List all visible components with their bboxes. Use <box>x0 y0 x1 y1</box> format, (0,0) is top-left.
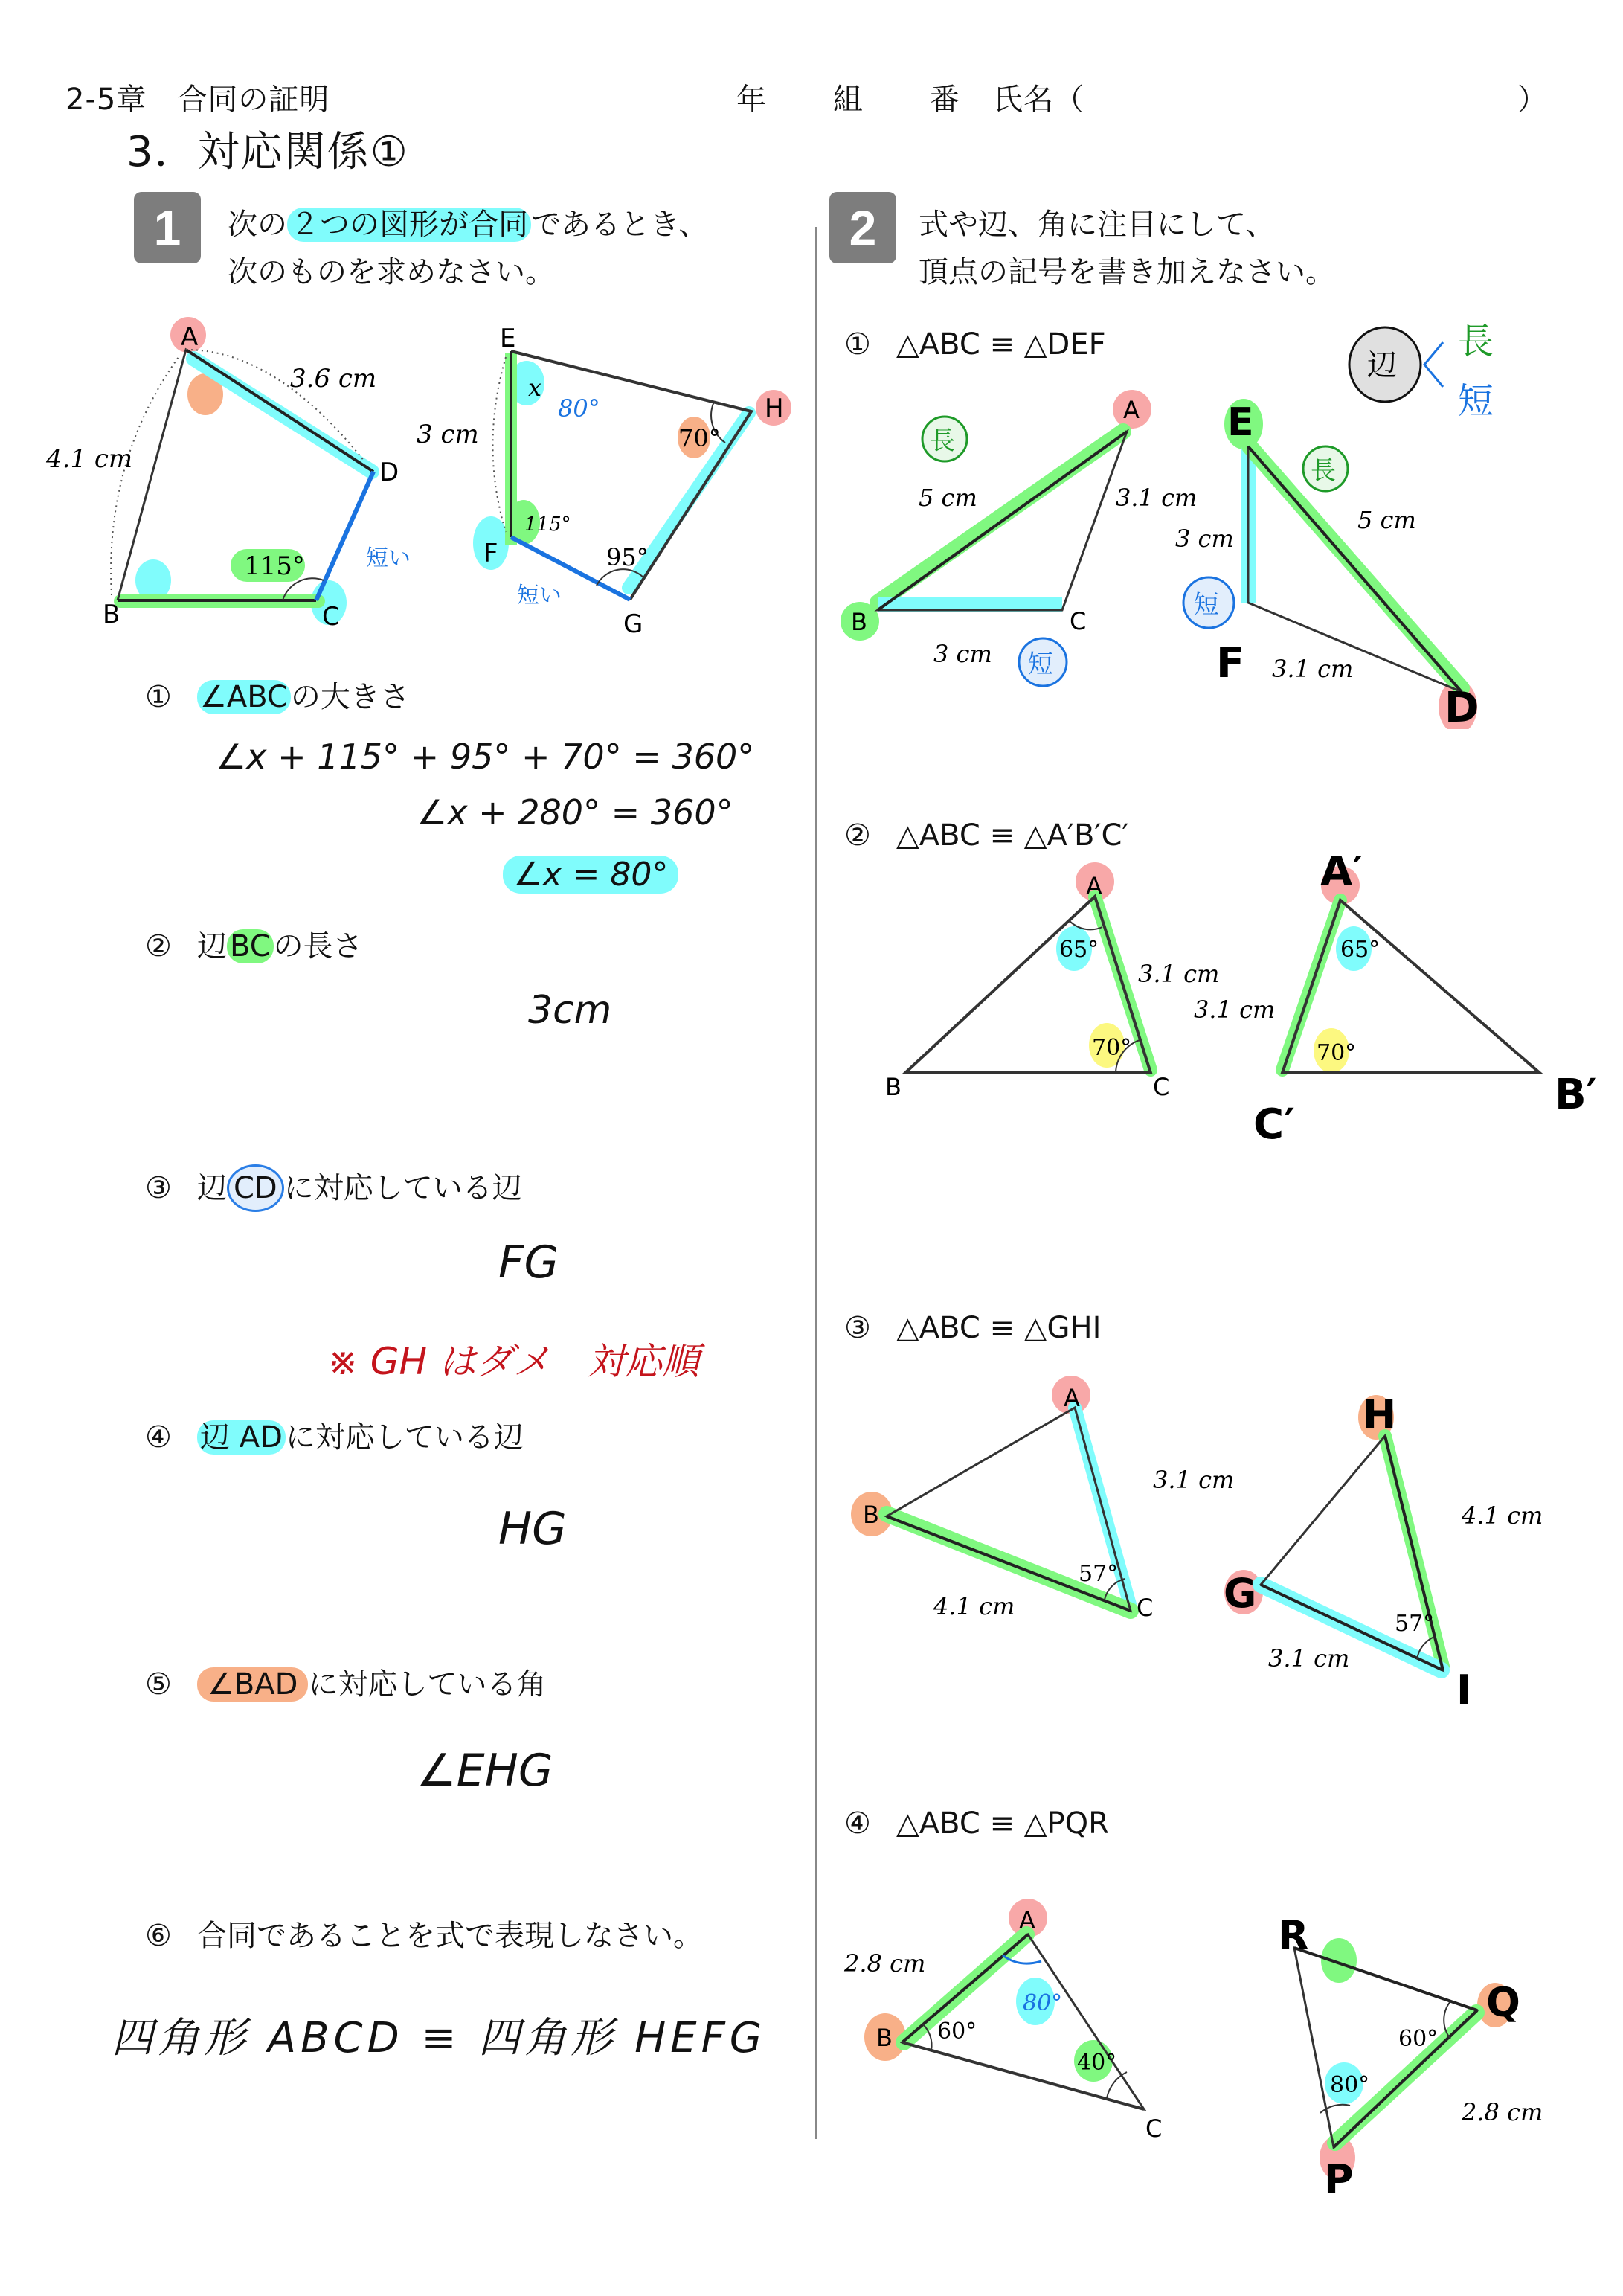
question-6 <box>145 1912 703 1955</box>
part-number: ② <box>844 818 871 853</box>
highlight-angle-abc: ∠ABC <box>197 680 291 714</box>
highlight-bad: ∠BAD <box>197 1667 308 1702</box>
question-number: ③ <box>145 1171 172 1205</box>
svg-text:短い: 短い <box>366 545 411 571</box>
question-text: に対応している辺 <box>285 1420 524 1455</box>
part-3-equation <box>844 1311 1101 1345</box>
svg-text:57°: 57° <box>1395 1611 1435 1637</box>
svg-text:x: x <box>528 373 542 402</box>
work-line-1: ∠x + 115° + 95° + 70° = 360° <box>216 737 755 777</box>
svg-text:70°: 70° <box>678 424 721 452</box>
part-1-equation <box>844 327 1106 362</box>
part-3-figure <box>826 1354 1607 1704</box>
problem-1-instruction <box>228 201 708 296</box>
part-1-figure <box>826 379 1569 729</box>
svg-text:A: A <box>1019 1906 1035 1934</box>
svg-text:40°: 40° <box>1077 2050 1117 2076</box>
svg-text:4.1 cm: 4.1 cm <box>933 1592 1015 1620</box>
answer-1: ∠x = 80° <box>503 856 678 894</box>
svg-text:B′: B′ <box>1555 1071 1598 1119</box>
question-number: ⑥ <box>145 1919 172 1953</box>
part-2-figure <box>826 856 1607 1168</box>
equation-text: △ABC ≡ △DEF <box>896 327 1106 362</box>
question-text: 辺 <box>197 1171 227 1205</box>
svg-text:G: G <box>1224 1570 1257 1617</box>
highlight-bc: BC <box>227 929 274 963</box>
svg-text:C: C <box>322 602 340 632</box>
svg-text:4.1 cm: 4.1 cm <box>46 444 133 474</box>
circled-cd: CD <box>227 1164 284 1212</box>
answer-6: 四角形 ABCD ≡ 四角形 HEFG <box>112 2014 767 2062</box>
svg-text:A′: A′ <box>1320 856 1364 896</box>
svg-text:B: B <box>851 608 867 636</box>
svg-text:B: B <box>103 600 120 629</box>
question-1 <box>145 673 410 716</box>
problem-2-badge: 2 <box>829 192 896 263</box>
svg-text:H: H <box>1363 1391 1397 1438</box>
equation-text: △ABC ≡ △PQR <box>896 1806 1109 1841</box>
svg-text:2.8 cm: 2.8 cm <box>844 1949 926 1978</box>
svg-text:B: B <box>863 1501 879 1529</box>
equation-text: △ABC ≡ △A′B′C′ <box>896 818 1129 853</box>
part-number: ③ <box>844 1311 871 1345</box>
highlight-congruent: ２つの図形が合同 <box>287 208 531 242</box>
svg-text:5 cm: 5 cm <box>919 484 977 512</box>
svg-text:D: D <box>1444 684 1479 729</box>
svg-text:A: A <box>1123 396 1140 424</box>
part-4-equation <box>844 1806 1109 1841</box>
svg-text:C: C <box>1153 1073 1170 1101</box>
question-text: に対応している辺 <box>283 1171 522 1205</box>
number-label: 番 <box>930 83 960 117</box>
question-3 <box>145 1164 522 1212</box>
svg-text:70°: 70° <box>1317 1040 1357 1066</box>
svg-text:70°: 70° <box>1092 1035 1132 1061</box>
svg-text:3.1 cm: 3.1 cm <box>1272 655 1354 683</box>
svg-text:A: A <box>1064 1384 1080 1412</box>
svg-text:3.1 cm: 3.1 cm <box>1138 960 1220 988</box>
svg-text:3.6 cm: 3.6 cm <box>290 364 377 394</box>
answer-5: ∠EHG <box>417 1745 553 1797</box>
instruction-line-1: 式や辺、角に注目にして、 <box>919 208 1276 242</box>
svg-text:115°: 115° <box>244 551 305 581</box>
quadrilateral-figure <box>37 312 818 655</box>
page-title: 3．対応関係① <box>126 128 409 176</box>
svg-text:65°: 65° <box>1340 937 1381 963</box>
answer-2: 3cm <box>528 988 612 1033</box>
svg-text:4.1 cm: 4.1 cm <box>1462 1501 1543 1530</box>
chapter-title: 2-5章 合同の証明 <box>65 83 330 117</box>
svg-text:E: E <box>500 324 516 353</box>
problem-1-badge: 1 <box>134 192 201 263</box>
class-label: 組 <box>833 83 864 117</box>
answer-3: FG <box>498 1237 559 1289</box>
highlight-ad: 辺 AD <box>197 1420 286 1455</box>
svg-text:A: A <box>181 322 199 352</box>
svg-text:F: F <box>483 539 498 568</box>
svg-text:C′: C′ <box>1253 1100 1295 1149</box>
svg-text:長: 長 <box>1311 456 1336 486</box>
equation-text: △ABC ≡ △GHI <box>896 1311 1102 1345</box>
svg-text:短: 短 <box>1194 590 1219 620</box>
svg-text:B: B <box>876 2024 893 2052</box>
legend-circle-label: 辺 <box>1367 348 1397 382</box>
svg-text:3.1 cm: 3.1 cm <box>1268 1644 1350 1673</box>
instruction-text: であるとき、 <box>531 208 709 242</box>
svg-text:C: C <box>1070 607 1087 635</box>
svg-text:80°: 80° <box>558 394 600 423</box>
svg-text:P: P <box>1324 2156 1354 2203</box>
question-number: ④ <box>145 1420 172 1455</box>
question-text: の大きさ <box>290 680 410 714</box>
legend-long: 長 <box>1458 321 1494 362</box>
instruction-line-2: 次のものを求めなさい。 <box>228 255 555 289</box>
question-number: ② <box>145 929 172 963</box>
svg-text:F: F <box>1216 639 1245 687</box>
part-2-equation <box>844 818 1128 853</box>
svg-text:3 cm: 3 cm <box>1175 525 1234 553</box>
svg-text:57°: 57° <box>1079 1561 1119 1587</box>
part-number: ④ <box>844 1806 871 1841</box>
question-4 <box>145 1414 524 1456</box>
svg-text:3.1 cm: 3.1 cm <box>1194 995 1276 1024</box>
svg-text:115°: 115° <box>524 513 571 536</box>
part-4-figure <box>826 1860 1607 2210</box>
svg-text:2.8 cm: 2.8 cm <box>1462 2098 1543 2126</box>
svg-text:80°: 80° <box>1023 1990 1063 2016</box>
svg-text:C: C <box>1145 2114 1163 2143</box>
svg-text:3 cm: 3 cm <box>933 640 992 668</box>
instruction-line-2: 頂点の記号を書き加えなさい。 <box>919 255 1335 289</box>
svg-text:D: D <box>379 458 399 487</box>
svg-text:I: I <box>1456 1667 1472 1704</box>
instruction-text: 次の <box>228 208 287 242</box>
svg-text:3.1 cm: 3.1 cm <box>1116 484 1198 512</box>
svg-text:短: 短 <box>1028 650 1053 679</box>
work-line-2: ∠x + 280° = 360° <box>417 792 733 833</box>
name-close: ） <box>1517 83 1548 117</box>
svg-text:B: B <box>885 1073 902 1101</box>
svg-text:Q: Q <box>1486 1979 1520 2026</box>
svg-text:60°: 60° <box>937 2018 977 2045</box>
svg-text:95°: 95° <box>606 543 649 571</box>
question-number: ⑤ <box>145 1667 172 1702</box>
svg-text:R: R <box>1278 1912 1309 1959</box>
svg-text:E: E <box>1227 400 1254 445</box>
legend-short: 短 <box>1458 380 1494 422</box>
question-text: 合同であることを式で表現しなさい。 <box>197 1919 703 1953</box>
svg-text:3 cm: 3 cm <box>417 420 479 449</box>
question-2 <box>145 923 363 965</box>
svg-text:A: A <box>1086 872 1102 900</box>
svg-text:短い: 短い <box>517 583 562 609</box>
svg-text:60°: 60° <box>1398 2026 1439 2052</box>
answer-4: HG <box>498 1503 567 1555</box>
question-number: ① <box>145 680 172 714</box>
part-number: ① <box>844 327 871 362</box>
year-label: 年 <box>736 83 767 117</box>
problem-2-instruction <box>919 201 1335 296</box>
svg-text:80°: 80° <box>1330 2072 1370 2098</box>
question-5 <box>145 1661 546 1703</box>
svg-text:長: 長 <box>930 426 955 456</box>
svg-text:65°: 65° <box>1059 937 1099 963</box>
svg-text:G: G <box>623 609 643 639</box>
svg-text:C: C <box>1137 1594 1154 1622</box>
correction-note: ※ GH はダメ 対応順 <box>327 1340 700 1383</box>
svg-text:5 cm: 5 cm <box>1357 506 1416 534</box>
question-text: 辺 <box>197 929 227 963</box>
question-text: に対応している角 <box>308 1667 547 1702</box>
question-text: の長さ <box>273 929 363 963</box>
svg-text:3.1 cm: 3.1 cm <box>1153 1466 1235 1494</box>
name-label: 氏名（ <box>993 83 1084 117</box>
svg-text:H: H <box>765 394 784 423</box>
